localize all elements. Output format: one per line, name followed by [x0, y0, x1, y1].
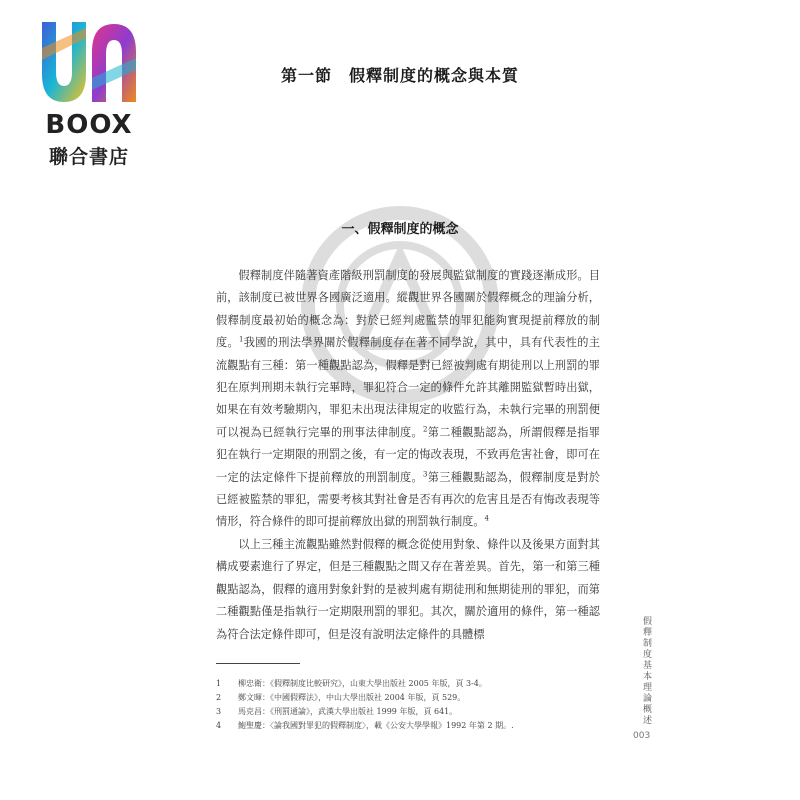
paragraph-2 — [216, 534, 600, 646]
footnote-text: 馬克昌：《刑罰通論》，武漢大學出版社 1999 年版，頁 641。 — [238, 707, 458, 716]
body-text — [216, 265, 600, 646]
footnote-divider — [216, 663, 300, 664]
footnote-item — [216, 719, 616, 733]
footnote-number: 4 — [216, 721, 222, 730]
paragraph-text: 以上三種主流觀點雖然對假釋的概念從使用對象、條件以及後果方面對其構成要素進行了界定，但是三種觀點之間又存在著差異。首先，第一和第三種觀點認為，假釋的適用對象針對的是被判處有期徒刑和無期徒刑的罪犯，而第二種觀點僅是指執行一定期限刑罰的罪犯。其次，關於適用的條件，第一種認為符合法定條件即可，但是沒有說明法定條件的具體標 — [216, 537, 600, 641]
footnote-ref: 3 — [423, 469, 428, 478]
footnote-text: 柳忠衛：《假釋制度比較研究》，山東大學出版社 2005 年版，頁 3-4。 — [238, 679, 487, 688]
subsection-title: 一、假釋制度的概念 — [341, 222, 459, 237]
footnote-text: 鄭文暉：《中國假釋法》，中山大學出版社 2004 年版，頁 529。 — [238, 693, 466, 702]
footnote-item — [216, 705, 616, 719]
footnote-number: 2 — [216, 693, 222, 702]
footnote-item — [216, 691, 616, 705]
paragraph-text: 第三種觀點認為，假釋制度是對於已經被監禁的罪犯，需要考核其對社會是否有再次的危害且是否有悔改表現等情形，符合條件的即可提前釋放出獄的刑罰執行制度。 — [216, 470, 600, 529]
footnote-ref: 2 — [423, 425, 428, 434]
footnote-ref: 4 — [484, 514, 489, 523]
footnote-number: 3 — [216, 707, 222, 716]
logo-store-name: 聯合書店 — [48, 146, 129, 168]
running-chapter-title: 假釋制度基本理論概述 — [641, 616, 651, 726]
paragraph-1 — [216, 265, 600, 534]
footnote-item — [216, 677, 616, 691]
un-boox-logo — [38, 18, 140, 168]
paragraph-text: 第二種觀點認為，所謂假釋是指罪犯在執行一定期限的刑罰之後，有一定的悔改表現，不致再危害社會，即可在一定的法定條件下提前釋放的刑罰制度。 — [216, 425, 600, 484]
footnote-text: 鮑聖慶：〈論我國對罪犯的假釋制度〉，載《公安大學學報》1992 年第 2 期。. — [238, 721, 514, 730]
paragraph-text: 我國的刑法學界關於假釋制度存在著不同學說，其中，具有代表性的主流觀點有三種：第一種觀點認為，假釋是對已經被判處有期徒刑以上刑罰的罪犯在原判刑期未執行完畢時，罪犯符合一定的條件允許其離開監獄暫時出獄，如果在有效考驗期內，罪犯未出現法律規定的收監行為，未執行完畢的刑罰便可以視為已經執行完畢的刑事法律制度。 — [216, 336, 600, 439]
footnote-number: 1 — [216, 679, 222, 688]
section-title: 第一節 假釋制度的概念與本質 — [280, 66, 519, 85]
logo-brand-text: BOOX — [45, 110, 133, 140]
paragraph-text: 假釋制度伴隨著資產階級刑罰制度的發展與監獄制度的實踐逐漸成形。目前，該制度已被世界各國廣泛適用。縱觀世界各國關於假釋概念的理論分析，假釋制度最初始的概念為：對於已經判處監禁的罪犯能夠實現提前釋放的制度。 — [216, 269, 600, 350]
page-number: 003 — [633, 731, 651, 741]
footnote-ref: 1 — [239, 335, 244, 344]
footnotes — [216, 677, 616, 733]
